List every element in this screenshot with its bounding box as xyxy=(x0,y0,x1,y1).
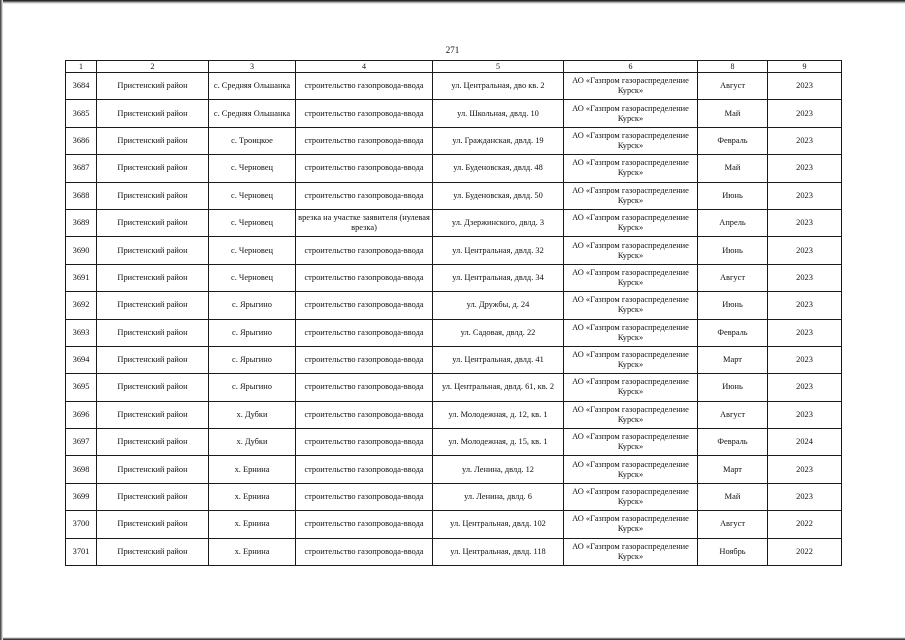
district-cell: Пристенский район xyxy=(97,319,209,346)
row-number-cell: 3698 xyxy=(66,456,97,483)
operator-cell: АО «Газпром газораспределение Курск» xyxy=(564,73,698,100)
year-cell: 2023 xyxy=(768,73,842,100)
operator-cell: АО «Газпром газораспределение Курск» xyxy=(564,429,698,456)
year-cell: 2023 xyxy=(768,292,842,319)
table-row xyxy=(66,538,842,565)
header-cell: 1 xyxy=(66,61,97,73)
year-cell: 2023 xyxy=(768,456,842,483)
table-row xyxy=(66,429,842,456)
work-type-cell: строительство газопровода-ввода xyxy=(296,346,433,373)
work-type-cell: строительство газопровода-ввода xyxy=(296,100,433,127)
address-cell: ул. Центральная, двлд. 32 xyxy=(433,237,564,264)
year-cell: 2023 xyxy=(768,401,842,428)
address-cell: ул. Центральная, двлд. 34 xyxy=(433,264,564,291)
table-row xyxy=(66,483,842,510)
table-row xyxy=(66,237,842,264)
header-cell: 4 xyxy=(296,61,433,73)
month-cell: Август xyxy=(698,73,768,100)
operator-cell: АО «Газпром газораспределение Курск» xyxy=(564,374,698,401)
work-type-cell: строительство газопровода-ввода xyxy=(296,374,433,401)
year-cell: 2023 xyxy=(768,155,842,182)
operator-cell: АО «Газпром газораспределение Курск» xyxy=(564,100,698,127)
month-cell: Июнь xyxy=(698,292,768,319)
month-cell: Май xyxy=(698,155,768,182)
operator-cell: АО «Газпром газораспределение Курск» xyxy=(564,401,698,428)
year-cell: 2022 xyxy=(768,538,842,565)
address-cell: ул. Буденовская, двлд. 50 xyxy=(433,182,564,209)
settlement-cell: с. Черновец xyxy=(209,209,296,236)
gasification-register-table xyxy=(65,60,842,566)
work-type-cell: строительство газопровода-ввода xyxy=(296,264,433,291)
district-cell: Пристенский район xyxy=(97,483,209,510)
column-number-header-row xyxy=(66,61,842,73)
address-cell: ул. Центральная, двлд. 61, кв. 2 xyxy=(433,374,564,401)
operator-cell: АО «Газпром газораспределение Курск» xyxy=(564,155,698,182)
address-cell: ул. Центральная, двлд. 118 xyxy=(433,538,564,565)
row-number-cell: 3697 xyxy=(66,429,97,456)
district-cell: Пристенский район xyxy=(97,292,209,319)
settlement-cell: с. Средняя Ольшанка xyxy=(209,100,296,127)
operator-cell: АО «Газпром газораспределение Курск» xyxy=(564,511,698,538)
month-cell: Май xyxy=(698,100,768,127)
district-cell: Пристенский район xyxy=(97,100,209,127)
row-number-cell: 3701 xyxy=(66,538,97,565)
work-type-cell: строительство газопровода-ввода xyxy=(296,483,433,510)
address-cell: ул. Школьная, двлд. 10 xyxy=(433,100,564,127)
month-cell: Февраль xyxy=(698,127,768,154)
work-type-cell: строительство газопровода-ввода xyxy=(296,155,433,182)
scan-edge-left xyxy=(0,0,3,640)
settlement-cell: с. Черновец xyxy=(209,155,296,182)
month-cell: Август xyxy=(698,401,768,428)
header-cell: 6 xyxy=(564,61,698,73)
work-type-cell: строительство газопровода-ввода xyxy=(296,182,433,209)
month-cell: Март xyxy=(698,456,768,483)
year-cell: 2023 xyxy=(768,264,842,291)
operator-cell: АО «Газпром газораспределение Курск» xyxy=(564,346,698,373)
settlement-cell: х. Ернина xyxy=(209,456,296,483)
table-row xyxy=(66,374,842,401)
district-cell: Пристенский район xyxy=(97,264,209,291)
month-cell: Ноябрь xyxy=(698,538,768,565)
table-row xyxy=(66,127,842,154)
header-cell: 3 xyxy=(209,61,296,73)
settlement-cell: с. Черновец xyxy=(209,264,296,291)
header-cell: 2 xyxy=(97,61,209,73)
year-cell: 2023 xyxy=(768,209,842,236)
district-cell: Пристенский район xyxy=(97,182,209,209)
table-row xyxy=(66,155,842,182)
table-row xyxy=(66,100,842,127)
month-cell: Март xyxy=(698,346,768,373)
scan-edge-top xyxy=(0,0,905,4)
operator-cell: АО «Газпром газораспределение Курск» xyxy=(564,264,698,291)
address-cell: ул. Молодежная, д. 15, кв. 1 xyxy=(433,429,564,456)
row-number-cell: 3700 xyxy=(66,511,97,538)
settlement-cell: х. Ернина xyxy=(209,538,296,565)
table-row xyxy=(66,456,842,483)
year-cell: 2022 xyxy=(768,511,842,538)
work-type-cell: строительство газопровода-ввода xyxy=(296,401,433,428)
district-cell: Пристенский район xyxy=(97,127,209,154)
address-cell: ул. Молодежная, д. 12, кв. 1 xyxy=(433,401,564,428)
month-cell: Июнь xyxy=(698,182,768,209)
work-type-cell: строительство газопровода-ввода xyxy=(296,73,433,100)
header-cell: 9 xyxy=(768,61,842,73)
header-cell: 5 xyxy=(433,61,564,73)
district-cell: Пристенский район xyxy=(97,456,209,483)
row-number-cell: 3688 xyxy=(66,182,97,209)
year-cell: 2023 xyxy=(768,237,842,264)
address-cell: ул. Центральная, дво кв. 2 xyxy=(433,73,564,100)
settlement-cell: х. Дубки xyxy=(209,401,296,428)
table-row xyxy=(66,264,842,291)
row-number-cell: 3693 xyxy=(66,319,97,346)
settlement-cell: х. Ернина xyxy=(209,483,296,510)
operator-cell: АО «Газпром газораспределение Курск» xyxy=(564,538,698,565)
settlement-cell: с. Троицкое xyxy=(209,127,296,154)
operator-cell: АО «Газпром газораспределение Курск» xyxy=(564,319,698,346)
table-row xyxy=(66,346,842,373)
month-cell: Февраль xyxy=(698,319,768,346)
district-cell: Пристенский район xyxy=(97,538,209,565)
address-cell: ул. Ленина, двлд. 6 xyxy=(433,483,564,510)
work-type-cell: строительство газопровода-ввода xyxy=(296,538,433,565)
row-number-cell: 3691 xyxy=(66,264,97,291)
settlement-cell: с. Ярыгино xyxy=(209,346,296,373)
address-cell: ул. Центральная, двлд. 41 xyxy=(433,346,564,373)
address-cell: ул. Буденовская, двлд. 48 xyxy=(433,155,564,182)
year-cell: 2024 xyxy=(768,429,842,456)
settlement-cell: с. Ярыгино xyxy=(209,292,296,319)
table-row xyxy=(66,511,842,538)
year-cell: 2023 xyxy=(768,100,842,127)
month-cell: Февраль xyxy=(698,429,768,456)
settlement-cell: с. Средняя Ольшанка xyxy=(209,73,296,100)
settlement-cell: с. Ярыгино xyxy=(209,374,296,401)
table-row xyxy=(66,182,842,209)
row-number-cell: 3695 xyxy=(66,374,97,401)
address-cell: ул. Гражданская, двлд. 19 xyxy=(433,127,564,154)
district-cell: Пристенский район xyxy=(97,511,209,538)
address-cell: ул. Дружбы, д. 24 xyxy=(433,292,564,319)
settlement-cell: с. Ярыгино xyxy=(209,319,296,346)
district-cell: Пристенский район xyxy=(97,429,209,456)
operator-cell: АО «Газпром газораспределение Курск» xyxy=(564,292,698,319)
address-cell: ул. Центральная, двлд. 102 xyxy=(433,511,564,538)
operator-cell: АО «Газпром газораспределение Курск» xyxy=(564,237,698,264)
row-number-cell: 3686 xyxy=(66,127,97,154)
address-cell: ул. Садовая, двлд. 22 xyxy=(433,319,564,346)
table-row xyxy=(66,401,842,428)
year-cell: 2023 xyxy=(768,319,842,346)
table-row xyxy=(66,292,842,319)
row-number-cell: 3685 xyxy=(66,100,97,127)
month-cell: Июнь xyxy=(698,374,768,401)
month-cell: Май xyxy=(698,483,768,510)
table-body xyxy=(66,61,842,566)
row-number-cell: 3694 xyxy=(66,346,97,373)
operator-cell: АО «Газпром газораспределение Курск» xyxy=(564,456,698,483)
month-cell: Июнь xyxy=(698,237,768,264)
table-row xyxy=(66,73,842,100)
year-cell: 2023 xyxy=(768,127,842,154)
district-cell: Пристенский район xyxy=(97,374,209,401)
settlement-cell: х. Дубки xyxy=(209,429,296,456)
row-number-cell: 3687 xyxy=(66,155,97,182)
header-cell: 8 xyxy=(698,61,768,73)
work-type-cell: строительство газопровода-ввода xyxy=(296,292,433,319)
district-cell: Пристенский район xyxy=(97,237,209,264)
district-cell: Пристенский район xyxy=(97,346,209,373)
address-cell: ул. Ленина, двлд. 12 xyxy=(433,456,564,483)
operator-cell: АО «Газпром газораспределение Курск» xyxy=(564,483,698,510)
row-number-cell: 3689 xyxy=(66,209,97,236)
work-type-cell: строительство газопровода-ввода xyxy=(296,319,433,346)
row-number-cell: 3690 xyxy=(66,237,97,264)
work-type-cell: врезка на участке заявителя (нулевая врезка) xyxy=(296,209,433,236)
work-type-cell: строительство газопровода-ввода xyxy=(296,237,433,264)
month-cell: Август xyxy=(698,511,768,538)
row-number-cell: 3692 xyxy=(66,292,97,319)
address-cell: ул. Дзержинского, двлд. 3 xyxy=(433,209,564,236)
district-cell: Пристенский район xyxy=(97,401,209,428)
table-row xyxy=(66,319,842,346)
settlement-cell: с. Черновец xyxy=(209,182,296,209)
operator-cell: АО «Газпром газораспределение Курск» xyxy=(564,127,698,154)
year-cell: 2023 xyxy=(768,374,842,401)
operator-cell: АО «Газпром газораспределение Курск» xyxy=(564,209,698,236)
operator-cell: АО «Газпром газораспределение Курск» xyxy=(564,182,698,209)
work-type-cell: строительство газопровода-ввода xyxy=(296,511,433,538)
settlement-cell: с. Черновец xyxy=(209,237,296,264)
month-cell: Апрель xyxy=(698,209,768,236)
district-cell: Пристенский район xyxy=(97,155,209,182)
district-cell: Пристенский район xyxy=(97,209,209,236)
row-number-cell: 3699 xyxy=(66,483,97,510)
row-number-cell: 3684 xyxy=(66,73,97,100)
work-type-cell: строительство газопровода-ввода xyxy=(296,429,433,456)
settlement-cell: х. Ернина xyxy=(209,511,296,538)
work-type-cell: строительство газопровода-ввода xyxy=(296,127,433,154)
year-cell: 2023 xyxy=(768,182,842,209)
work-type-cell: строительство газопровода-ввода xyxy=(296,456,433,483)
month-cell: Август xyxy=(698,264,768,291)
row-number-cell: 3696 xyxy=(66,401,97,428)
table-row xyxy=(66,209,842,236)
year-cell: 2023 xyxy=(768,483,842,510)
district-cell: Пристенский район xyxy=(97,73,209,100)
page-number: 271 xyxy=(445,45,460,55)
year-cell: 2023 xyxy=(768,346,842,373)
